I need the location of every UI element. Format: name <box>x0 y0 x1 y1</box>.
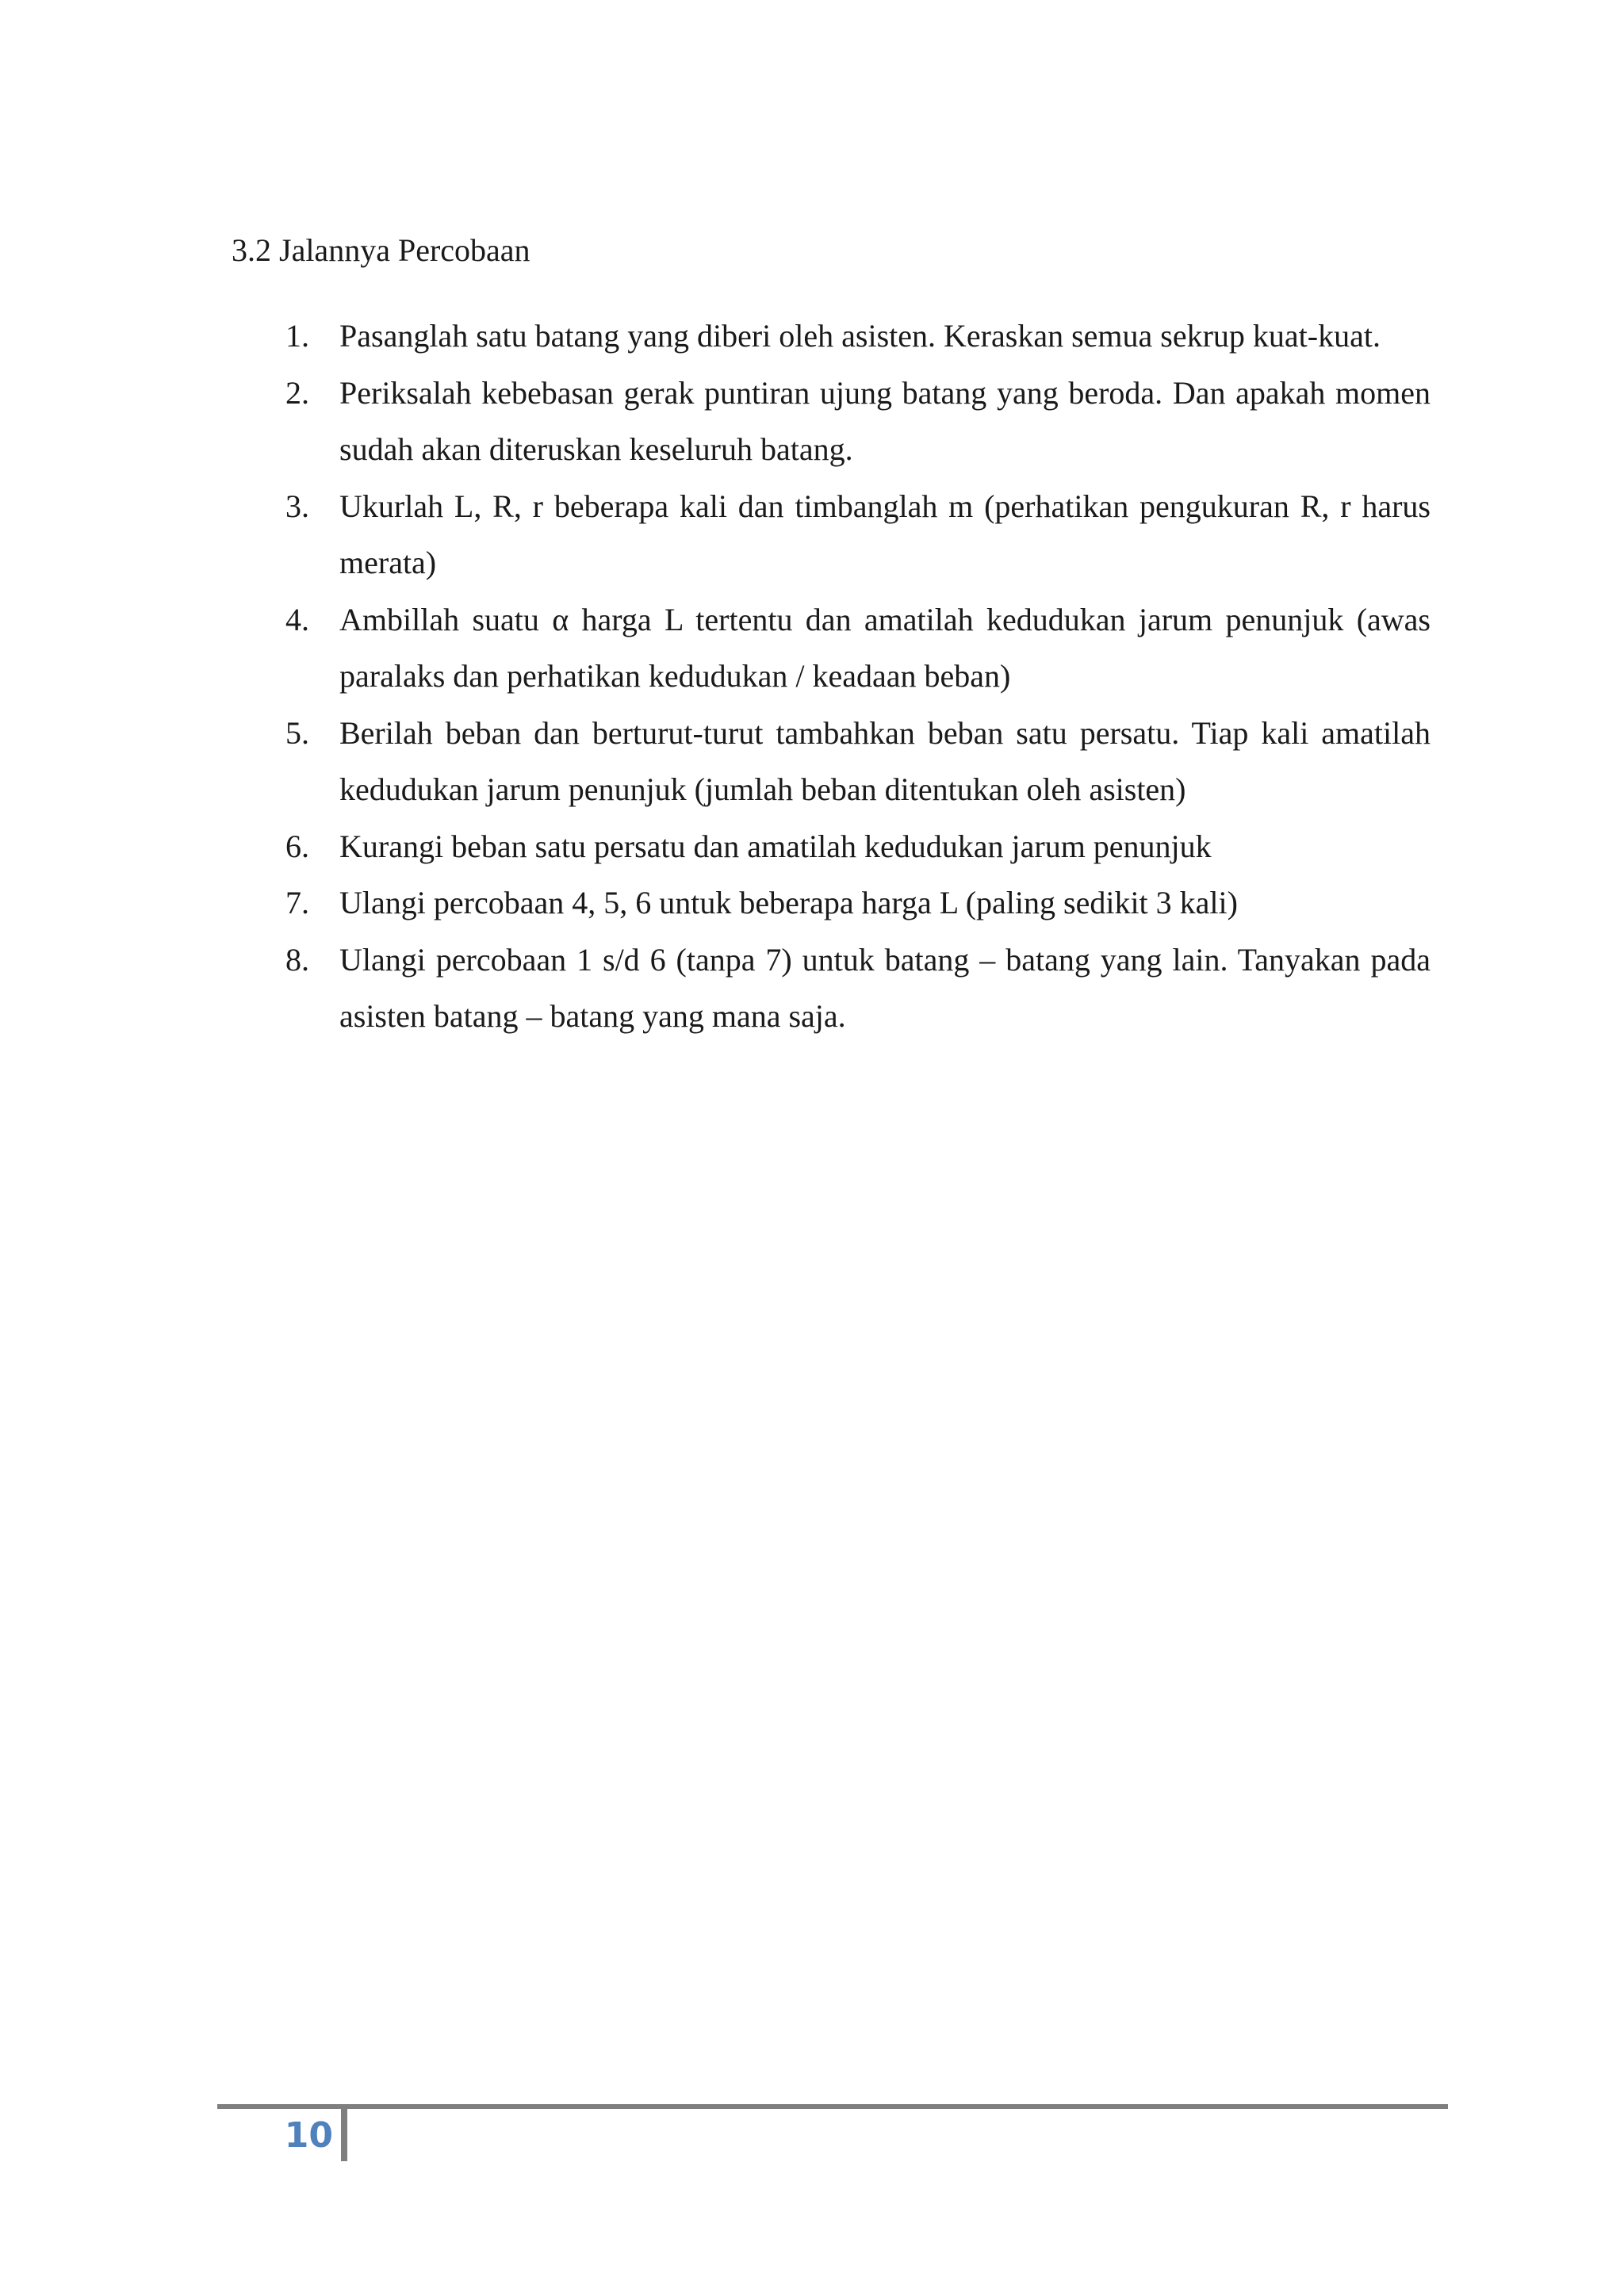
list-item <box>285 591 1431 705</box>
procedure-steps-list <box>285 308 1431 1045</box>
page-number-separator <box>341 2109 347 2161</box>
list-item <box>285 932 1431 1045</box>
footer-divider <box>217 2104 1448 2109</box>
list-item <box>285 705 1431 818</box>
step-text: Berilah beban dan berturut-turut tambahkan beban satu persatu. Tiap kali amatilah kedudukan jarum penunjuk (jumlah beban ditentukan oleh asisten) <box>339 714 1431 807</box>
list-item <box>285 874 1431 932</box>
step-number: 4. <box>285 601 309 637</box>
step-number: 2. <box>285 374 309 411</box>
step-number: 6. <box>285 828 309 864</box>
list-item <box>285 818 1431 875</box>
list-item <box>285 365 1431 478</box>
step-number: 5. <box>285 714 309 751</box>
list-item <box>285 308 1431 365</box>
step-text: Periksalah kebebasan gerak puntiran ujung batang yang beroda. Dan apakah momen sudah akan diteruskan keseluruh batang. <box>339 374 1431 467</box>
step-text: Ulangi percobaan 1 s/d 6 (tanpa 7) untuk batang – batang yang lain. Tanyakan pada asisten batang – batang yang mana saja. <box>339 941 1431 1034</box>
page-number: 10 <box>284 2115 333 2156</box>
step-number: 1. <box>285 318 309 354</box>
step-number: 8. <box>285 941 309 978</box>
list-item <box>285 478 1431 591</box>
step-text: Ukurlah L, R, r beberapa kali dan timbanglah m (perhatikan pengukuran R, r harus merata) <box>339 488 1431 580</box>
step-number: 7. <box>285 885 309 920</box>
step-text: Pasanglah satu batang yang diberi oleh asisten. Keraskan semua sekrup kuat-kuat. <box>339 318 1381 354</box>
step-text: Ambillah suatu α harga L tertentu dan amatilah kedudukan jarum penunjuk (awas paralaks dan perhatikan kedudukan / keadaan beban) <box>339 601 1431 694</box>
section-heading: 3.2 Jalannya Percobaan <box>232 232 530 268</box>
step-text: Kurangi beban satu persatu dan amatilah kedudukan jarum penunjuk <box>339 828 1212 864</box>
step-number: 3. <box>285 488 309 524</box>
step-text: Ulangi percobaan 4, 5, 6 untuk beberapa harga L (paling sedikit 3 kali) <box>339 885 1238 920</box>
